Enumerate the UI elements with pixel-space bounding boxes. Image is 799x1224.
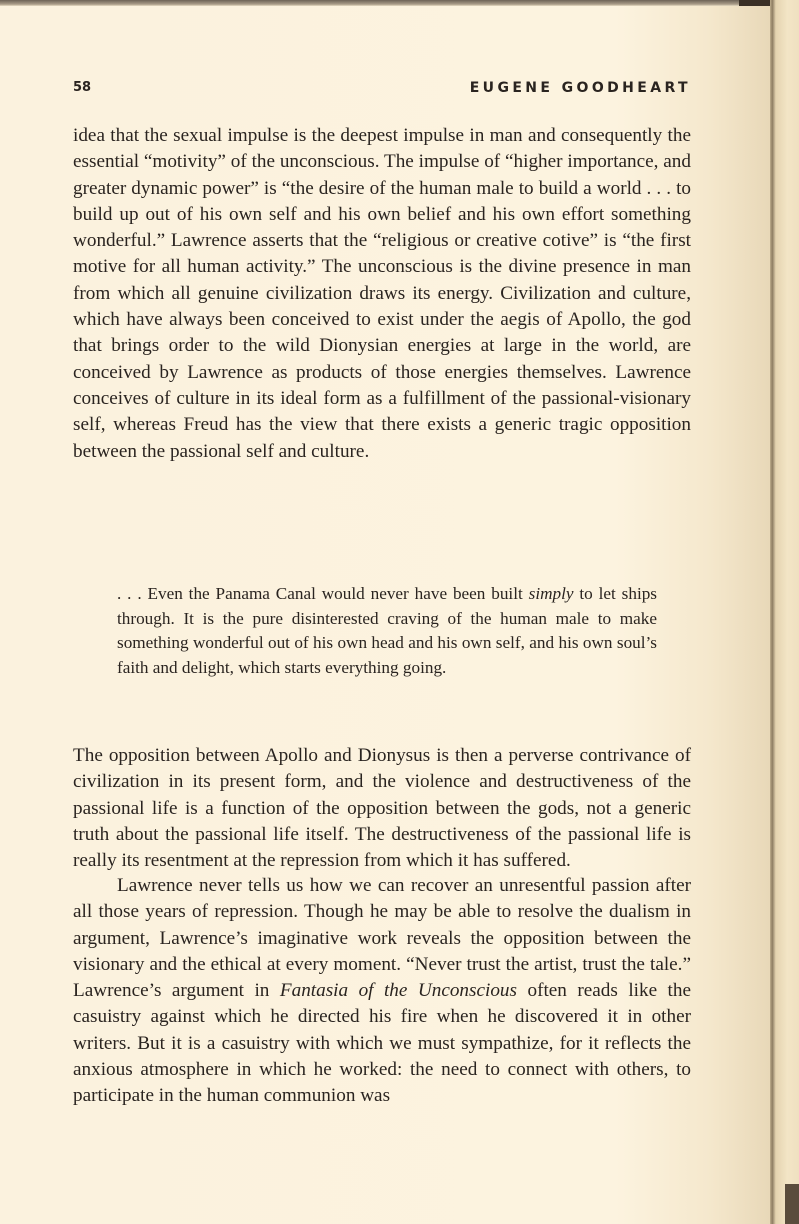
paragraph-3-lead: Lawrence never tells us how we can recover an unresentful passion after all those years of repression. Though he may be able to resolve the dualism in argument, Lawrence’s imaginative work reveals the opposition between the visionary and the ethical at every moment. “Never trust the artist, trust the tale.” Lawrence’s argument in [73,875,691,1002]
running-head [73,80,691,100]
paragraph-2-text: The opposition between Apollo and Dionysus is then a perverse contrivance of civilization in its present form, and the violence and destructiveness of the passional life is a function of the opposition between the gods, not a generic truth about the passional life itself. The destructiveness of the passional life is really its resentment at the repression from which it has suffered. [73,745,691,872]
block-quote-lead: . . . Even the Panama Canal would never have been built [117,584,529,604]
paragraph-3-text [73,873,691,1110]
book-gutter [770,0,799,1224]
paragraph-3-rest: often reads like the casuistry against which he directed his fire when he discovered it in other writers. But it is a casuistry with which we must sympathize, for it reflects the anxious atmosphere in which he worked: the need to connect with others, to participate in the human communion was [73,980,691,1107]
running-head-author: EUGENE GOODHEART [469,80,691,96]
page-number: 58 [73,80,92,95]
book-title-italic: Fantasia of the Unconscious [279,980,517,1002]
block-quote-rest: to let ships through. It is the pure disinterested craving of the human male to make something wonderful out of his own head and his own self, and his own soul’s faith and delight, which starts everything going. [117,584,658,677]
block-quote [117,565,657,697]
paragraph-1-text: idea that the sexual impulse is the deepest impulse in man and consequently the essential “motivity” of the unconscious. The impulse of “higher importance, and greater dynamic power” is “the desire of the human male to build a world . . . to build up out of his own self and his own belief and his own effort something wonderful.” Lawrence asserts that the “religious or creative cotive” is “the first motive for all human activity.” The unconscious is the divine presence in man from which all genuine civilization draws its energy. Civilization and culture, which have always been conceived to exist under the aegis of Apollo, the god that brings order to the wild Dionysian energies at large in the world, are conceived by Lawrence as products of those energies themselves. Lawrence conceives of culture in its ideal form as a fulfillment of the passional-visionary self, whereas Freud has the view that there exists a generic tragic opposition between the passional self and culture. [73,125,691,462]
paragraph-3 [73,873,691,1110]
block-quote-emphasis: simply [528,584,574,604]
paragraph-1 [73,123,691,465]
block-quote-text [117,582,657,680]
paragraph-2 [73,743,691,874]
